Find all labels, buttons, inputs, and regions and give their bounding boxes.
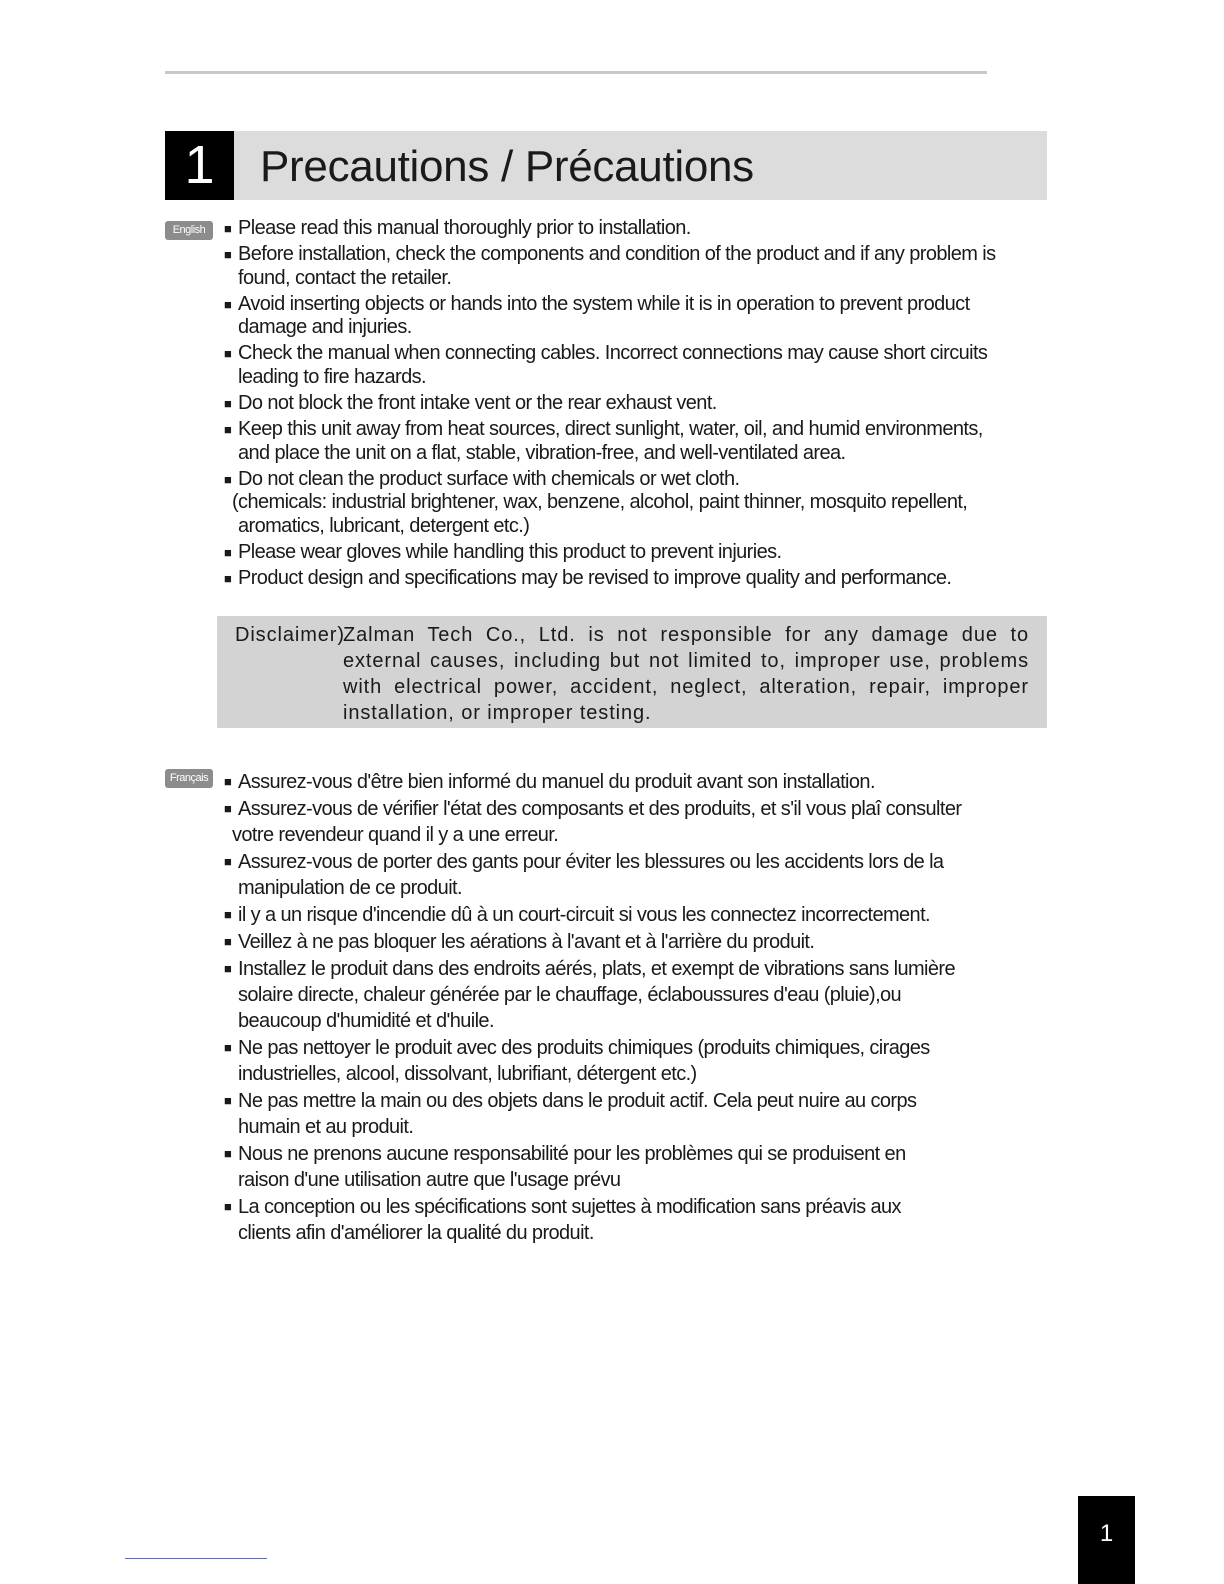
- list-item: ■ Assurez-vous d'être bien informé du manuel du produit avant son installation.: [224, 771, 875, 793]
- list-item: ■ Product design and specifications may be revised to improve quality and performance.: [224, 567, 952, 590]
- list-item: ■ Check the manual when connecting cables. Incorrect connections may cause short circuits leading to fire hazards.: [224, 342, 988, 388]
- list-item: ■ Assurez-vous de porter des gants pour éviter les blessures ou les accidents lors de la manipulation de ce produit.: [224, 851, 944, 899]
- square-bullet-icon: ■: [224, 1093, 232, 1108]
- square-bullet-icon: ■: [224, 774, 232, 789]
- list-item: ■ Please wear gloves while handling this product to prevent injuries.: [224, 540, 782, 563]
- square-bullet-icon: ■: [224, 544, 232, 560]
- square-bullet-icon: ■: [224, 571, 232, 587]
- list-item: ■ Veillez à ne pas bloquer les aérations à l'avant et à l'arrière du produit.: [224, 931, 815, 953]
- square-bullet-icon: ■: [224, 221, 232, 236]
- square-bullet-icon: ■: [224, 934, 232, 949]
- list-item: ■ Ne pas mettre la main ou des objets dans le produit actif. Cela peut nuire au corps humain et au produit.: [224, 1090, 917, 1138]
- square-bullet-icon: ■: [224, 1199, 232, 1214]
- list-item: ■ La conception ou les spécifications sont sujettes à modification sans préavis aux clients afin d'améliorer la qualité du produit.: [224, 1196, 901, 1244]
- square-bullet-icon: ■: [224, 961, 232, 976]
- disclaimer-label: Disclaimer): [235, 624, 345, 646]
- page-number: 1: [1078, 1496, 1135, 1584]
- list-item: ■ il y a un risque d'incendie dû à un court-circuit si vous les connectez incorrectement.: [224, 904, 930, 926]
- disclaimer-box: [217, 616, 1047, 728]
- language-tag-english: English: [165, 221, 213, 240]
- square-bullet-icon: ■: [224, 247, 232, 263]
- english-precautions-list: [224, 217, 1059, 593]
- list-item: ■ Avoid inserting objects or hands into the system while it is in operation to prevent product damage and injuries.: [224, 292, 970, 339]
- language-tag-french: Français: [165, 769, 213, 788]
- list-item: ■ Do not block the front intake vent or the rear exhaust vent.: [224, 392, 717, 415]
- square-bullet-icon: ■: [224, 396, 232, 412]
- french-precautions-list: [224, 769, 1064, 1247]
- disclaimer-text: Zalman Tech Co., Ltd. is not responsible for any damage due to external causes, including but not limited to, improper use, problems with electrical power, accident, neglect, alteration, repair, improper installation, or improper testing.: [343, 624, 1029, 724]
- square-bullet-icon: ■: [224, 422, 232, 438]
- list-item: ■ Keep this unit away from heat sources, direct sunlight, water, oil, and humid environments, and place the unit on a flat, stable, vibration-free, and well-ventilated area.: [224, 418, 983, 464]
- square-bullet-icon: ■: [224, 471, 232, 487]
- list-item: ■ Please read this manual thoroughly prior to installation.: [224, 217, 691, 239]
- square-bullet-icon: ■: [224, 854, 232, 869]
- square-bullet-icon: ■: [224, 1040, 232, 1055]
- list-item: ■ Before installation, check the components and condition of the product and if any problem is found, contact the retailer.: [224, 243, 996, 289]
- list-item: ■ Ne pas nettoyer le produit avec des produits chimiques (produits chimiques, cirages industrielles, alcool, dissolvant, lubrifiant, détergent etc.): [224, 1037, 930, 1085]
- list-item: ■ Nous ne prenons aucune responsabilité pour les problèmes qui se produisent en raison d'une utilisation autre que l'usage prévu: [224, 1143, 906, 1191]
- section-number: 1: [165, 131, 234, 200]
- list-item: ■ Assurez-vous de vérifier l'état des composants et des produits, et s'il vous plaî consulter votre revendeur quand il y a une erreur.: [224, 798, 962, 846]
- square-bullet-icon: ■: [224, 801, 232, 816]
- top-rule: [165, 71, 987, 74]
- square-bullet-icon: ■: [224, 907, 232, 922]
- list-item: ■ Installez le produit dans des endroits aérés, plats, et exempt de vibrations sans lumière solaire directe, chaleur générée par le chauffage, éclaboussures d'eau (pluie),ou beaucoup d'humidité et d'huile.: [224, 958, 956, 1032]
- list-item: ■ Do not clean the product surface with chemicals or wet cloth. (chemicals: industrial brightener, wax, benzene, alcohol, paint thinner, mosquito repellent, aromatics, lubricant, detergent etc.): [224, 467, 968, 537]
- square-bullet-icon: ■: [224, 346, 232, 362]
- bottom-link-rule: [125, 1558, 267, 1559]
- square-bullet-icon: ■: [224, 296, 232, 312]
- square-bullet-icon: ■: [224, 1146, 232, 1161]
- section-header: [165, 131, 1047, 200]
- section-title: Precautions / Précautions: [260, 142, 754, 191]
